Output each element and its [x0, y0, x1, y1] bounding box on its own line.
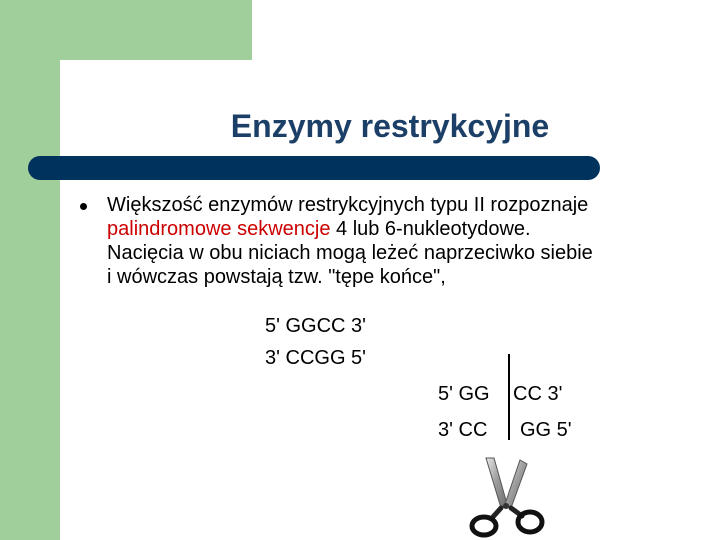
bullet-line-2: [107, 217, 707, 241]
title-underline-bar: [28, 156, 600, 180]
cut-top-right: CC 3': [513, 383, 563, 405]
cut-line: [508, 354, 510, 440]
scissors-icon: [462, 456, 552, 540]
bullet-line-1: Większość enzymów restrykcyjnych typu II rozpoznaje: [107, 194, 589, 216]
background-green-left: [0, 0, 60, 540]
cut-top-left: 5' GG: [438, 383, 490, 405]
highlight-palindrome: palindromowe sekwencje: [107, 218, 331, 240]
bullet-text: [107, 193, 707, 289]
cut-bottom-right: GG 5': [520, 419, 572, 441]
bullet-line-4: i wówczas powstają tzw. "tępe końce",: [107, 266, 446, 288]
bullet-line-2-rest: 4 lub 6-nukleotydowe.: [330, 218, 531, 240]
sequence-bottom: 3' CCGG 5': [265, 347, 366, 369]
sequence-top: 5' GGCC 3': [265, 315, 366, 337]
bullet-line-3: Nacięcia w obu niciach mogą leżeć naprzeciwko siebie: [107, 242, 593, 264]
bullet-dot-icon: [80, 203, 87, 210]
slide-title: Enzymy restrykcyjne: [230, 108, 550, 144]
background-green-top: [0, 0, 252, 60]
cut-bottom-left: 3' CC: [438, 419, 488, 441]
